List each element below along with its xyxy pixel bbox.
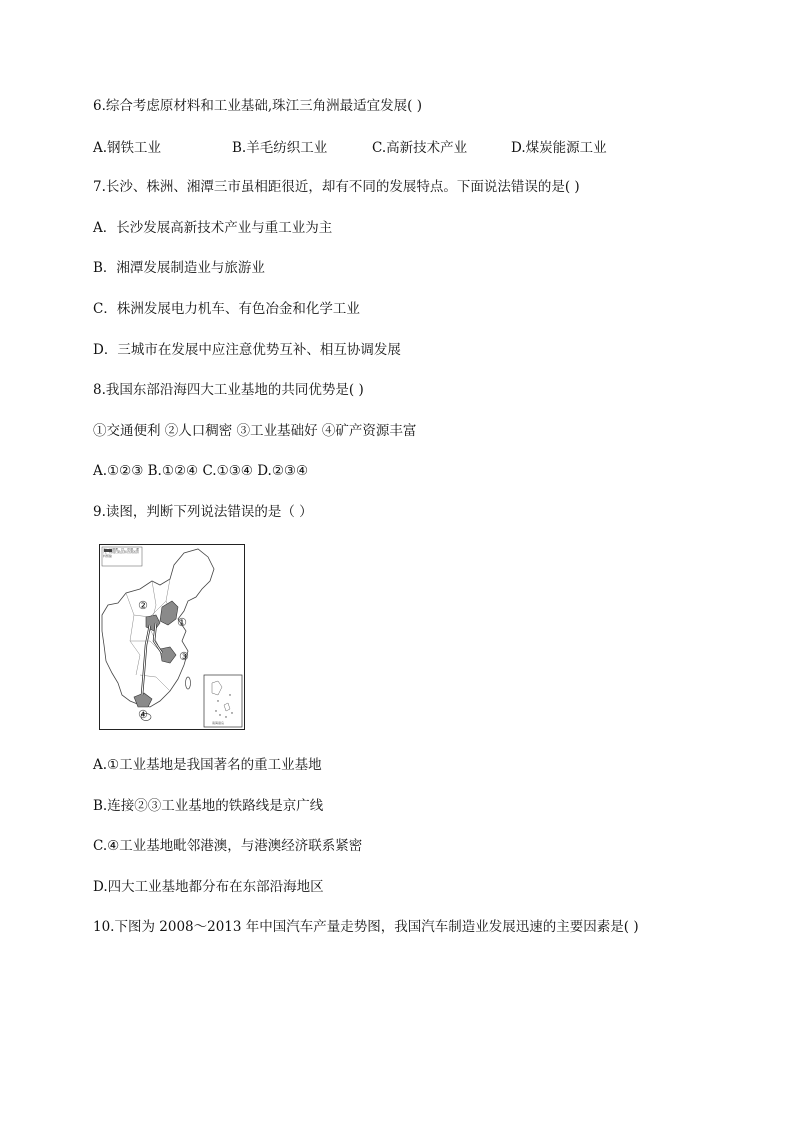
q9-option-b: B.连接②③工业基地的铁路线是京广线 — [93, 798, 324, 814]
industrial-base-3 — [160, 647, 176, 663]
map-drawing — [100, 545, 244, 729]
south-sea-inset — [204, 675, 242, 727]
china-industrial-base-map — [99, 544, 245, 730]
taiwan-island — [186, 677, 191, 689]
q8-conditions: ①交通便利 ②人口稠密 ③工业基础好 ④矿产资源丰富 — [93, 423, 417, 439]
q7-option-d: D．三城市在发展中应注意优势互补、相互协调发展 — [93, 342, 401, 358]
q6-option-d: D.煤炭能源工业 — [511, 140, 607, 156]
q6-option-c: C.高新技术产业 — [372, 140, 468, 156]
q9-option-c: C.④工业基地毗邻港澳，与港澳经济联系紧密 — [93, 838, 363, 854]
q6-option-a: A.钢铁工业 — [93, 140, 162, 156]
map-legend-text: 注：京港澳、台、香港、澳门、特别行政区和台湾省资料暂缺 — [103, 548, 140, 558]
marker-2: ② — [138, 599, 148, 612]
industrial-base-4 — [134, 693, 152, 707]
q9-option-d: D.四大工业基地都分布在东部沿海地区 — [93, 879, 324, 895]
q6-stem: 6.综合考虑原材料和工业基础,珠江三角洲最适宜发展( ) — [93, 98, 422, 114]
province-lines — [126, 579, 176, 691]
q8-stem: 8.我国东部沿海四大工业基地的共同优势是( ) — [93, 382, 364, 398]
q7-option-b: B．湘潭发展制造业与旅游业 — [93, 260, 265, 276]
q7-option-a: A．长沙发展高新技术产业与重工业为主 — [93, 220, 333, 236]
marker-1: ① — [177, 616, 187, 629]
q7-option-c: C．株洲发展电力机车、有色冶金和化学工业 — [93, 301, 360, 317]
q7-stem: 7.长沙、株洲、湘潭三市虽相距很近，却有不同的发展特点。下面说法错误的是( ) — [93, 179, 580, 195]
q9-stem: 9.读图，判断下列说法错误的是（ ） — [93, 504, 313, 520]
q6-option-b: B.羊毛纺织工业 — [232, 140, 328, 156]
q9-option-a: A.①工业基地是我国著名的重工业基地 — [93, 757, 322, 773]
q8-answers: A.①②③ B.①②④ C.①③④ D.②③④ — [93, 463, 309, 479]
marker-3: ③ — [179, 650, 189, 663]
q10-stem: 10.下图为 2008～2013 年中国汽车产量走势图，我国汽车制造业发展迅速的主要因素是( ) — [93, 919, 639, 935]
inset-label: 南海诸岛 — [212, 721, 225, 725]
china-outline — [102, 549, 214, 707]
marker-4: ④ — [138, 708, 148, 721]
